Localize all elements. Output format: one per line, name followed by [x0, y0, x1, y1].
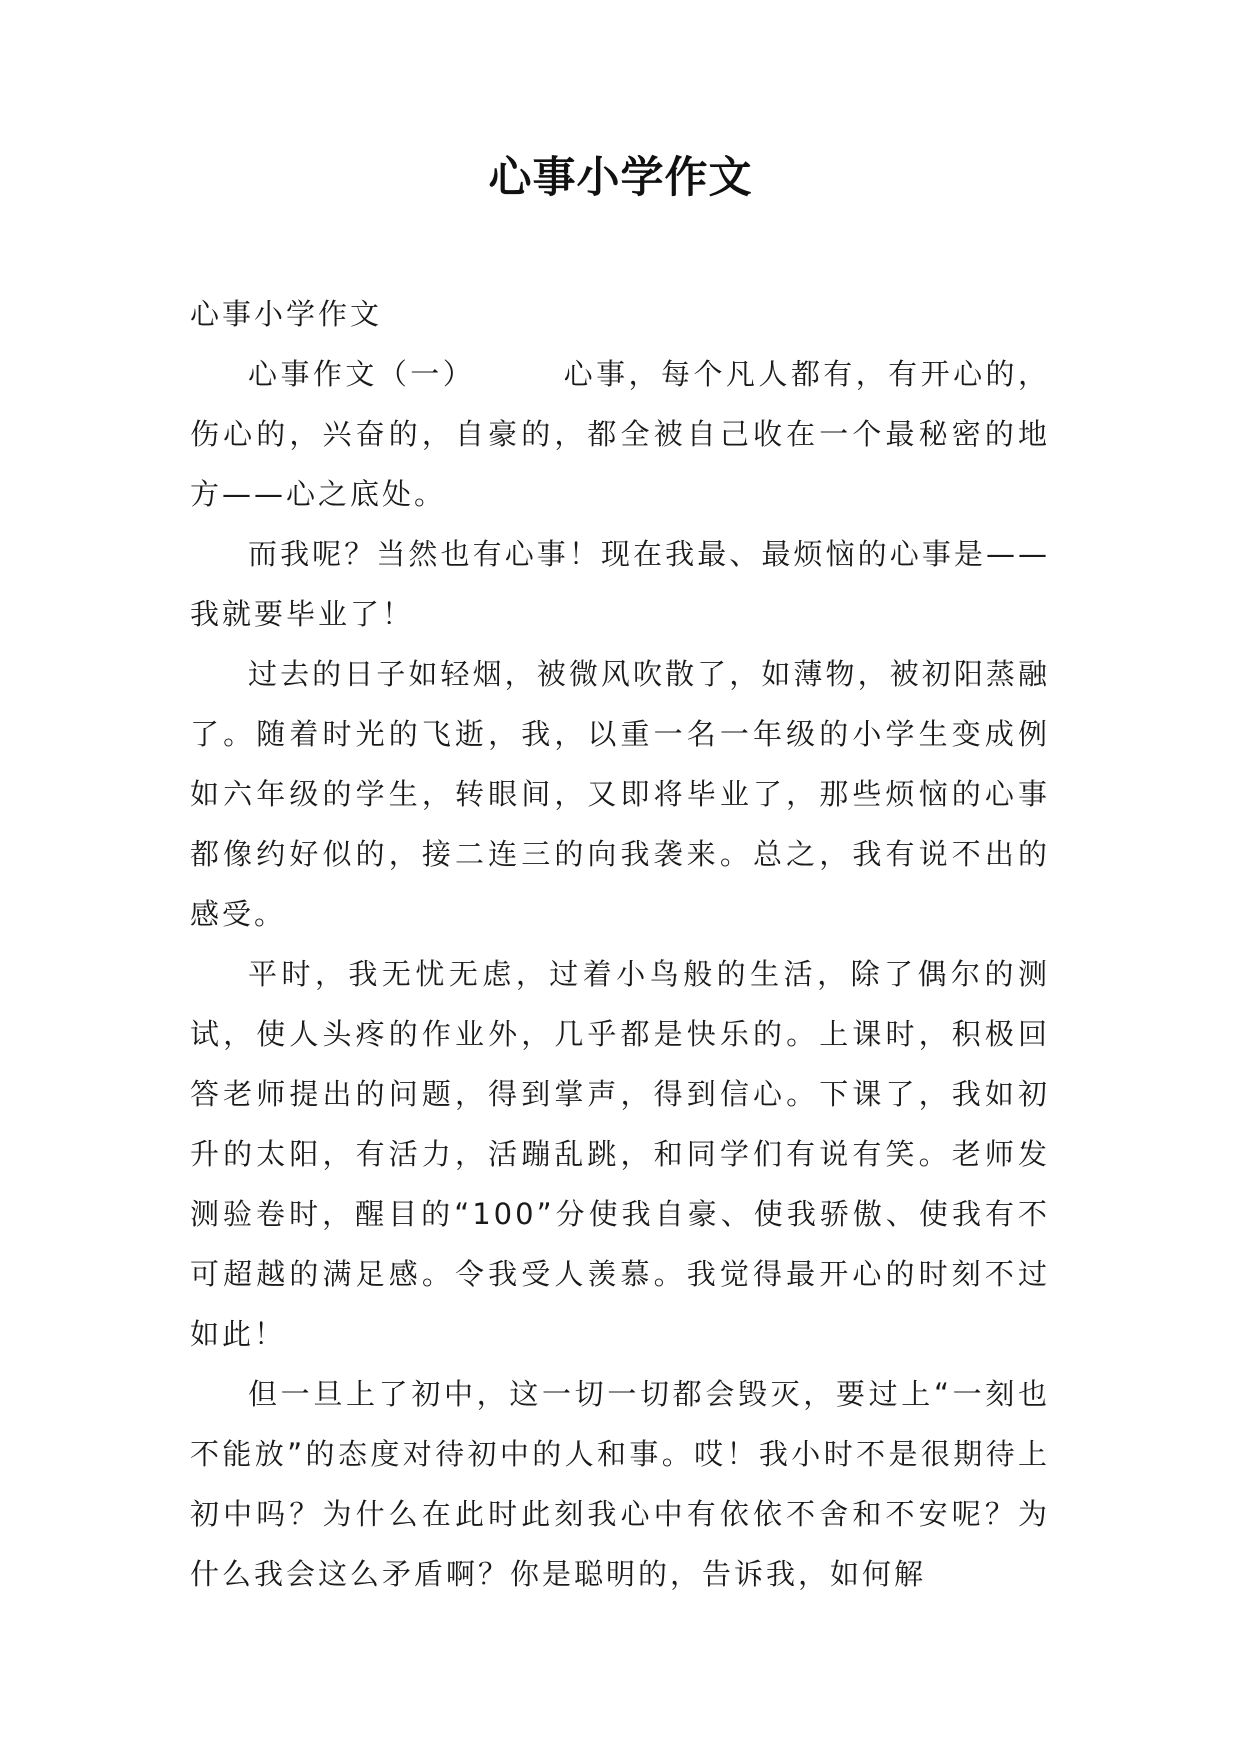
paragraph-3: 过去的日子如轻烟，被微风吹散了，如薄物，被初阳蒸融了。随着时光的飞逝，我，以重一名一年级的小学生变成例如六年级的学生，转眼间，又即将毕业了，那些烦恼的心事都像约好似的，接二连三的向我袭来。总之，我有说不出的感受。	[190, 657, 1050, 931]
document-title: 心事小学作文	[488, 153, 753, 203]
document-subtitle: 心事小学作文	[190, 297, 383, 331]
document-body	[190, 284, 1050, 1604]
paragraph-1-text: 心事，每个凡人都有，有开心的，伤心的，兴奋的，自豪的，都全被自己收在一个最秘密的地方——心之底处。	[190, 357, 1050, 511]
paragraph-5: 但一旦上了初中，这一切一切都会毁灭，要过上“一刻也不能放”的态度对待初中的人和事。哎！我小时不是很期待上初中吗？为什么在此时此刻我心中有依依不舍和不安呢？为什么我会这么矛盾啊？你是聪明的，告诉我，如何解	[190, 1377, 1050, 1591]
paragraph-1	[190, 344, 1050, 524]
paragraph-2: 而我呢？当然也有心事！现在我最、最烦恼的心事是——我就要毕业了！	[190, 537, 1050, 631]
paragraph-4: 平时，我无忧无虑，过着小鸟般的生活，除了偶尔的测试，使人头疼的作业外，几乎都是快乐的。上课时，积极回答老师提出的问题，得到掌声，得到信心。下课了，我如初升的太阳，有活力，活蹦乱跳，和同学们有说有笑。老师发测验卷时，醒目的“100”分使我自豪、使我骄傲、使我有不可超越的满足感。令我受人羡慕。我觉得最开心的时刻不过如此！	[190, 957, 1050, 1351]
section-heading: 心事作文（一）	[248, 357, 476, 391]
